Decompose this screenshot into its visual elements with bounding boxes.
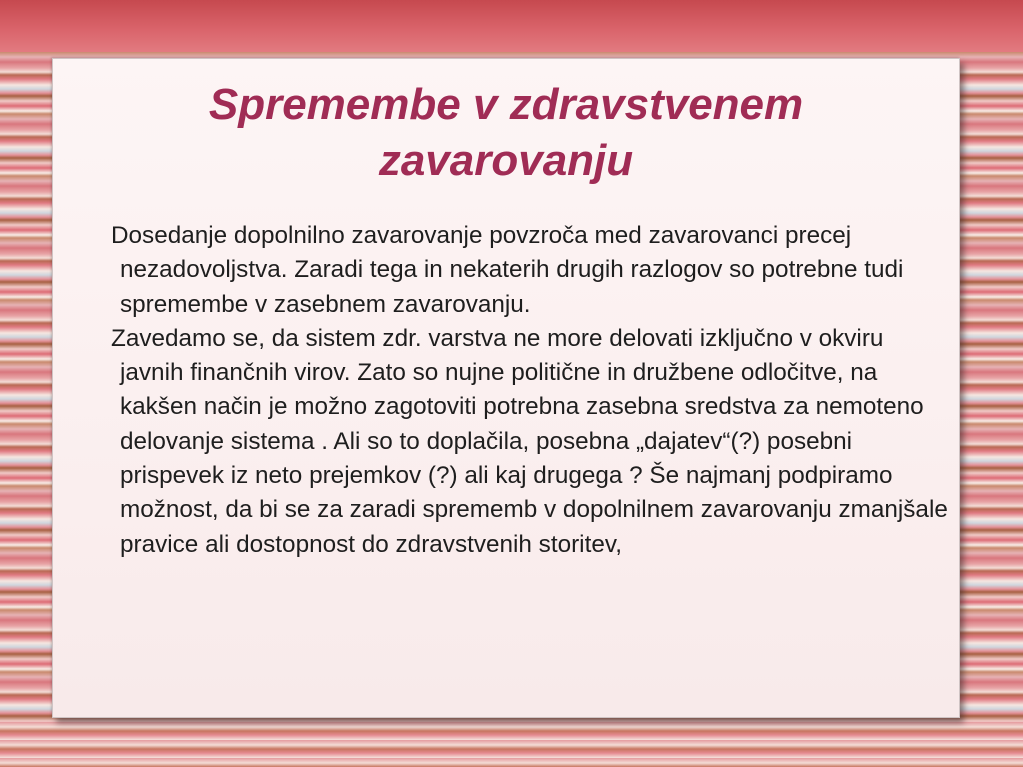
bottom-decorative-band <box>0 722 1023 767</box>
slide-title: Spremembe v zdravstvenem zavarovanju <box>208 80 804 185</box>
top-decorative-band <box>0 0 1023 52</box>
slide-card <box>52 58 960 718</box>
body-paragraph: Dosedanje dopolnilno zavarovanje povzroča med zavarovanci precej nezadovoljstva. Zaradi tega in nekaterih drugih razlogov so potrebne tudi spremembe v zasebnem zavarovanju. <box>111 222 904 318</box>
slide-body <box>111 219 951 562</box>
body-paragraph: Zavedamo se, da sistem zdr. varstva ne more delovati izključno v okviru javnih finančnih virov. Zato so nujne politične in družbene odločitve, na kakšen način je možno zagotoviti potrebna zasebna sredstva za nemoteno delovanje sistema . Ali so to doplačila, posebna „dajatev“(?) posebni prispevek iz neto prejemkov (?) ali kaj drugega ? Še najmanj podpiramo možnost, da bi se za zaradi sprememb v dopolnilnem zavarovanju zmanjšale pravice ali dostopnost do zdravstvenih storitev, <box>111 324 948 558</box>
